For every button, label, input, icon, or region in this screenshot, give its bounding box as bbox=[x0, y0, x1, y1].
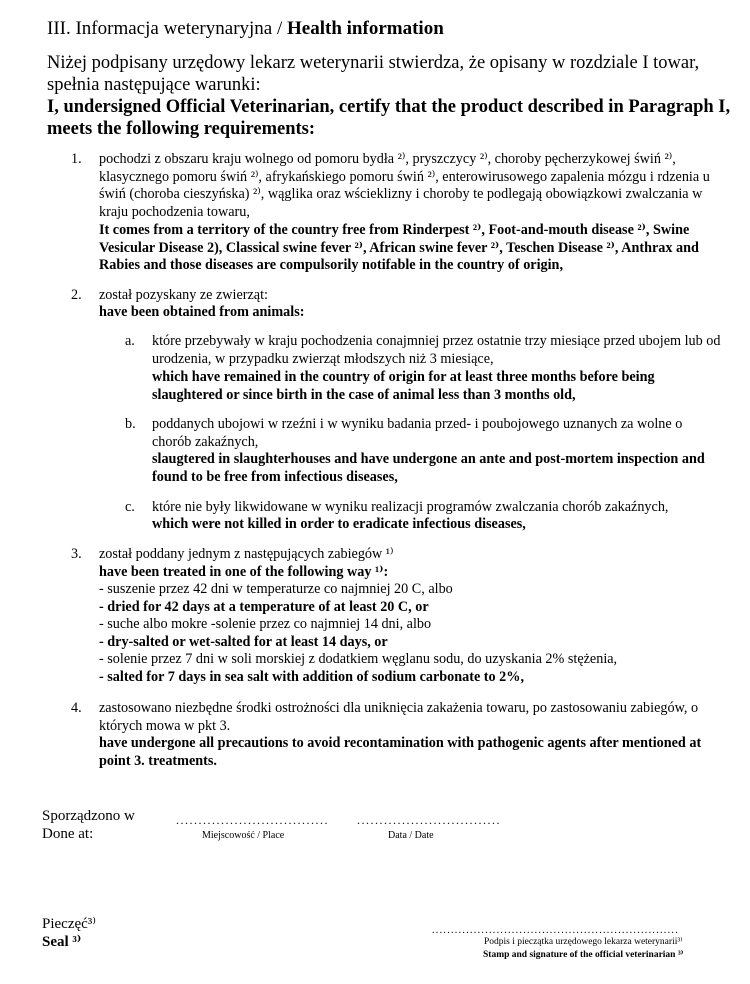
requirement-2a-pl: które przebywały w kraju pochodzenia conajmniej przez ostatnie trzy miesiące przed ubojem lub od urodzenia, w przypadku zwierząt młodszych niż 3 miesiące, bbox=[152, 333, 721, 367]
requirement-2c-en: which were not killed in order to eradicate infectious diseases, bbox=[152, 516, 526, 532]
sub-letter: c. bbox=[125, 499, 135, 515]
treatment-option-3-en: - salted for 7 days in sea salt with addition of sodium carbonate to 2%, bbox=[99, 669, 524, 685]
requirement-2a-en: which have remained in the country of origin for at least three months before being slaughtered or since birth in the case of animal less than 3 months old, bbox=[152, 369, 655, 403]
requirement-3-pl: został poddany jednym z następujących zabiegów ¹⁾ bbox=[99, 546, 394, 562]
requirement-number: 2. bbox=[71, 287, 82, 303]
requirement-2c-pl: które nie były likwidowane w wyniku realizacji programów zwalczania chorób zakaźnych, bbox=[152, 499, 669, 515]
date-caption: Data / Date bbox=[388, 830, 434, 841]
section-title bbox=[47, 18, 444, 40]
requirement-number: 3. bbox=[71, 546, 82, 562]
section-title-en: Health information bbox=[287, 18, 444, 39]
treatment-option-2-pl: - suche albo mokre -solenie przez co najmniej 14 dni, albo bbox=[99, 616, 432, 632]
treatment-option-2-en: - dry-salted or wet-salted for at least 14 days, or bbox=[99, 634, 388, 650]
sub-letter: a. bbox=[125, 333, 135, 349]
requirement-4-pl: zastosowano niezbędne środki ostrożności dla uniknięcia zakażenia towaru, po zastosowaniu zabiegów, o których mowa w pkt 3. bbox=[99, 700, 699, 734]
requirement-2b-pl: poddanych ubojowi w rzeźni i w wyniku badania przed- i poubojowego uznanych za wolne o chorób zakaźnych, bbox=[152, 416, 683, 450]
intro-en: I, undersigned Official Veterinarian, certify that the product described in Paragraph I, meets the following requirements: bbox=[47, 97, 731, 139]
treatment-option-1-pl: - suszenie przez 42 dni w temperaturze co najmniej 20 C, albo bbox=[99, 581, 453, 597]
requirement-number: 1. bbox=[71, 151, 82, 167]
signature-caption-en: Stamp and signature of the official veterinarian ³⁾ bbox=[483, 950, 684, 960]
place-caption-text: Miejscowość / Place bbox=[202, 830, 285, 841]
requirement-number: 4. bbox=[71, 700, 82, 716]
date-field[interactable]: ................................ bbox=[357, 813, 501, 827]
done-at-label-en: Done at: bbox=[42, 826, 94, 842]
intro-pl: Niżej podpisany urzędowy lekarz weterynarii stwierdza, że opisany w rozdziale I towar, spełnia następujące warunki: bbox=[47, 53, 700, 95]
sub-letter: b. bbox=[125, 416, 136, 432]
section-title-pl: III. Informacja weterynaryjna / bbox=[47, 18, 288, 39]
requirement-2-en: have been obtained from animals: bbox=[99, 304, 305, 320]
place-caption bbox=[202, 830, 284, 841]
seal-label-pl: Pieczęć³⁾ bbox=[42, 916, 96, 932]
requirement-2b-en: slaugtered in slaughterhouses and have undergone an ante and post-mortem inspection and found to be free from infectious diseases, bbox=[152, 451, 705, 485]
done-at-label-pl: Sporządzono w bbox=[42, 808, 135, 824]
signature-field[interactable]: ................................................................. bbox=[432, 925, 679, 936]
requirement-1-en: It comes from a territory of the country free from Rinderpest ²⁾, Foot-and-mouth disease ²⁾, Swine Vesicular Disease 2), Classical swine fever ²⁾, African swine fever ²⁾, Teschen Disease ²⁾, Anthrax and Rabies and those diseases are compulsorily notifable in the country of origin, bbox=[99, 222, 699, 274]
treatment-option-3-pl: - solenie przez 7 dni w soli morskiej z dodatkiem węglanu sodu, do uzyskania 2% stężenia, bbox=[99, 651, 618, 667]
signature-caption-pl: Podpis i pieczątka urzędowego lekarza weterynarii³⁾ bbox=[484, 937, 683, 947]
seal-label-en: Seal ³⁾ bbox=[42, 934, 82, 950]
treatment-option-1-en: - dried for 42 days at a temperature of at least 20 C, or bbox=[99, 599, 429, 615]
requirement-1-pl: pochodzi z obszaru kraju wolnego od pomoru bydła ²⁾, pryszczycy ²⁾, choroby pęcherzykowej świń ²⁾, klasycznego pomoru świń ²⁾, afrykańskiego pomoru świń ²⁾, enterowirusowego zapalenia mózgu i rdzenia u świń (choroba cieszyńska) ²⁾, wąglika oraz wścieklizny i choroby te podlegają obowiązkowi zwalczania w kraju pochodzenia towaru, bbox=[99, 151, 710, 220]
requirement-3-en: have been treated in one of the following way ¹⁾: bbox=[99, 564, 389, 580]
requirement-4-en: have undergone all precautions to avoid recontamination with pathogenic agents after mentioned at point 3. treatments. bbox=[99, 735, 702, 769]
requirement-2-pl: został pozyskany ze zwierząt: bbox=[99, 287, 268, 303]
place-field[interactable]: .................................. bbox=[176, 813, 329, 827]
